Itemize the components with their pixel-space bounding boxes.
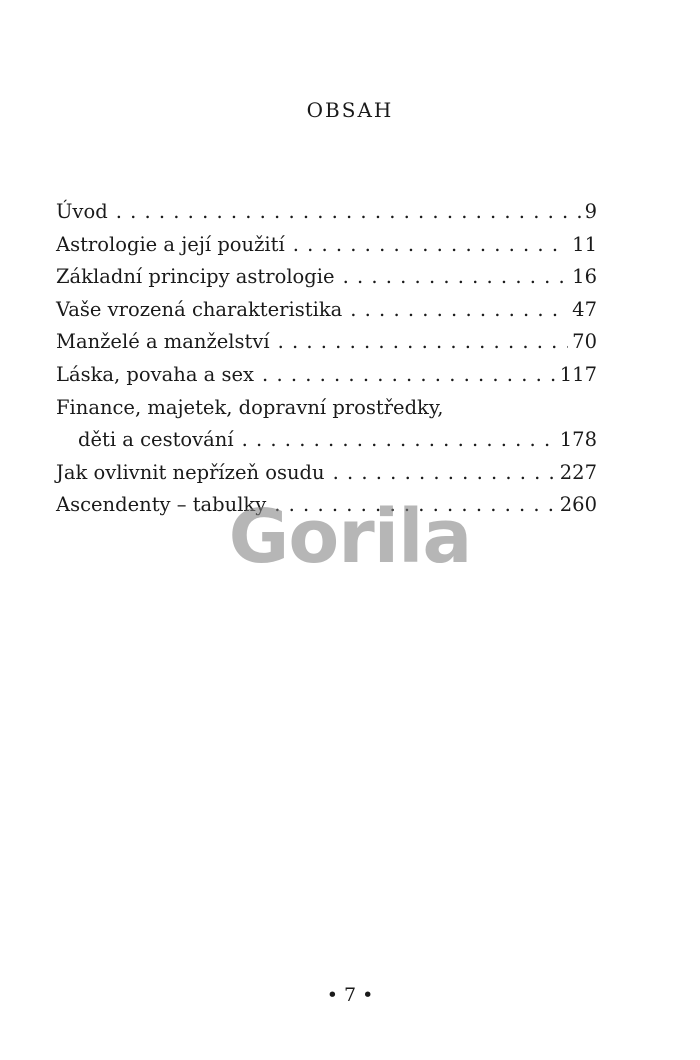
toc-entry-laska <box>56 359 597 392</box>
toc-entry-zakladni-principy <box>56 261 597 294</box>
toc-entry-title: Vaše vrozená charakteristika <box>56 297 343 321</box>
toc-entry-page: 117 <box>559 362 597 386</box>
toc-entry-page: 178 <box>559 428 597 452</box>
toc-entry-page: 227 <box>559 460 597 484</box>
toc-entry-title: Základní principy astrologie <box>56 265 335 289</box>
toc-entry-page: 47 <box>572 297 597 321</box>
toc-entry-finance-line1: Finance, majetek, dopravní prostředky, <box>56 395 444 419</box>
toc-entry-uvod <box>56 196 597 229</box>
toc-entry-title: Astrologie a její použití <box>56 232 285 256</box>
toc-entry-title: Jak ovlivnit nepřízeň osudu <box>56 460 325 484</box>
toc-leader-dots <box>278 326 569 359</box>
page-number: • 7 • <box>326 984 374 1006</box>
toc-entry-page: 70 <box>572 330 597 354</box>
toc-leader-dots <box>116 196 581 229</box>
toc-entry-manzele <box>56 326 597 359</box>
toc-entry-page: 9 <box>584 200 597 223</box>
toc-entry-title: Úvod <box>56 200 108 223</box>
toc-leader-dots <box>262 359 556 392</box>
page-title: OBSAH <box>306 98 394 122</box>
table-of-contents <box>56 196 597 522</box>
toc-entry-title: děti a cestování <box>78 428 234 452</box>
toc-entry-vrozena-charakteristika <box>56 294 597 327</box>
toc-entry-page: 16 <box>572 265 597 289</box>
toc-entry-page: 260 <box>559 493 597 517</box>
toc-entry-neprizen-osudu <box>56 457 597 490</box>
toc-leader-dots <box>333 457 556 490</box>
watermark-logo: Gorila <box>228 494 472 580</box>
toc-leader-dots <box>242 424 556 457</box>
toc-leader-dots <box>350 294 568 327</box>
toc-leader-dots <box>343 261 569 294</box>
toc-leader-dots <box>274 489 556 522</box>
toc-entry-ascendenty <box>56 489 597 522</box>
toc-leader-dots <box>293 229 568 262</box>
toc-entry-title: Ascendenty – tabulky <box>56 493 267 517</box>
toc-entry-astrologie <box>56 229 597 262</box>
toc-entry-page: 11 <box>572 232 597 256</box>
toc-entry-title: Láska, povaha a sex <box>56 362 255 386</box>
toc-entry-title: Manželé a manželství <box>56 330 270 354</box>
toc-entry-finance <box>56 424 597 457</box>
